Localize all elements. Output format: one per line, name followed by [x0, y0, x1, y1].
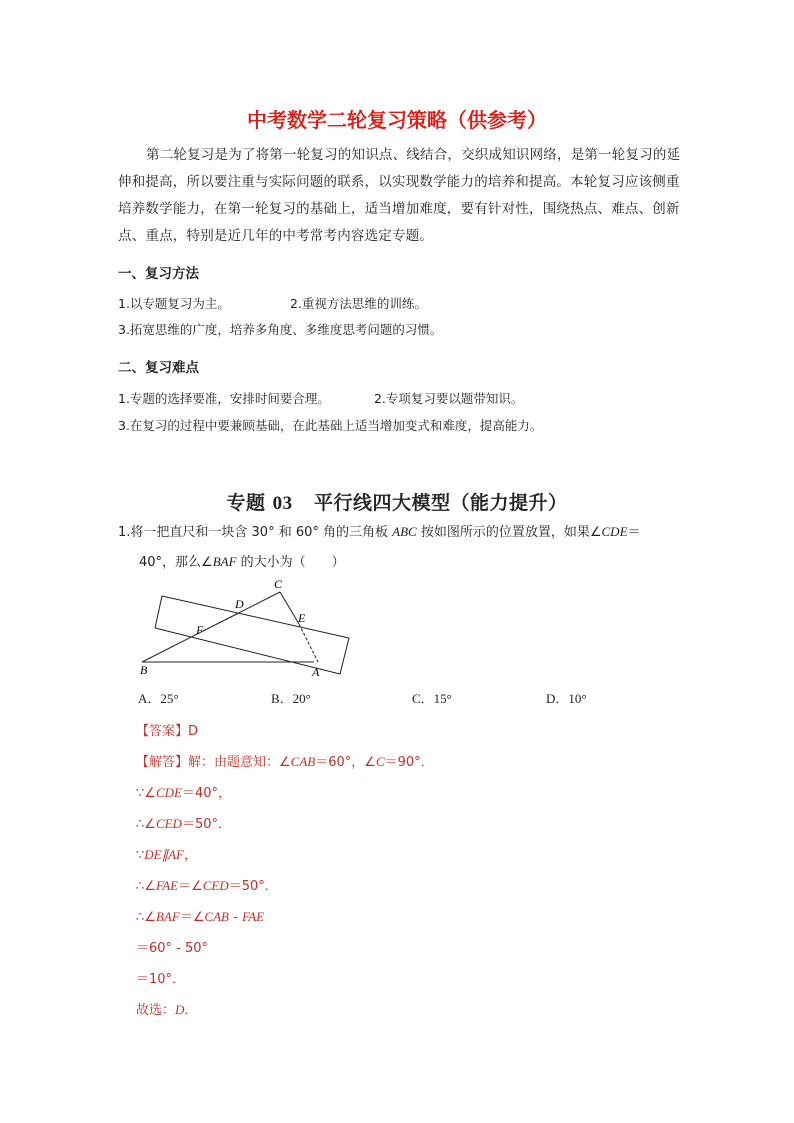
s1-var: CDE: [155, 785, 182, 800]
s5-var2: CAB: [204, 909, 229, 924]
solution-step6: ＝60° - 50°: [136, 941, 209, 956]
solution-step4: [136, 875, 278, 894]
s5-b: ＝∠: [179, 910, 205, 925]
explain-eq60: ＝60°，∠: [315, 755, 376, 770]
geometry-figure: [136, 576, 358, 682]
s5-a: ∴∠: [136, 910, 156, 925]
solution-step2: [136, 813, 231, 832]
label-e: E: [298, 611, 306, 625]
explain-eq90: ＝90°．: [384, 755, 434, 770]
label-f: F: [196, 623, 204, 637]
document-title: 中考数学二轮复习策略（供参考）: [247, 108, 547, 132]
solution-step3: [136, 844, 197, 863]
option-b[interactable]: B．20°: [271, 691, 311, 706]
explain-tag: 【解答】: [136, 755, 189, 770]
label-a: A: [312, 665, 320, 679]
s4-var2: CED: [202, 878, 229, 893]
side-ea-dashed: [299, 624, 318, 662]
var-baf: BAF: [212, 554, 237, 569]
solution-step5: [136, 906, 264, 925]
s2-var: CED: [155, 816, 182, 831]
s2-a: ∴∠: [136, 817, 156, 832]
s4-c: ＝50°．: [228, 879, 278, 894]
explain-intro: 解：由题意知：∠: [188, 755, 291, 770]
s1-b: ＝40°，: [181, 786, 231, 801]
topic-heading: [0, 488, 794, 515]
section1-heading: 一、复习方法: [118, 266, 199, 282]
option-d[interactable]: D．10°: [546, 691, 587, 706]
var-cab: CAB: [290, 754, 316, 769]
var-cde: CDE: [601, 524, 628, 539]
section1-item3: 3.拓宽思维的广度，培养多角度、多维度思考问题的习惯。: [118, 322, 443, 337]
question-line1: [118, 517, 693, 547]
s2-b: ＝50°．: [181, 817, 231, 832]
var-c: C: [375, 754, 385, 769]
option-c[interactable]: C．15°: [412, 691, 452, 706]
section2-heading: 二、复习难点: [118, 360, 199, 376]
s8-var: D: [175, 1002, 185, 1017]
question-line2-a: 40°，那么∠: [139, 555, 213, 570]
label-d: D: [235, 597, 244, 611]
answer-value: D: [188, 724, 199, 739]
solution-step7: ＝10°．: [136, 972, 186, 987]
var-abc: ABC: [392, 524, 417, 539]
topic-prefix: 专题: [226, 492, 266, 514]
side-ce: [280, 592, 299, 624]
section2-line1: [118, 389, 523, 407]
question-line2: [118, 547, 693, 577]
s5-c: -: [228, 910, 242, 925]
section2-item3: 3.在复习的过程中要兼顾基础，在此基础上适当增加变式和难度，提高能力。: [118, 418, 543, 433]
solution-step1: [136, 782, 231, 801]
label-c: C: [274, 577, 283, 591]
side-bc: [142, 592, 280, 662]
s4-a: ∴∠: [136, 879, 156, 894]
question-text-c: ＝: [627, 525, 641, 540]
section1-item2: 2.重视方法思维的训练。: [289, 296, 427, 311]
s5-var1: BAF: [155, 909, 180, 924]
s8-a: 故选：: [136, 1003, 176, 1018]
question-1: [118, 517, 693, 577]
question-text-a: 将一把直尺和一块含 30° 和 60° 角的三角板: [130, 525, 393, 540]
intro-paragraph: 第二轮复习是为了将第一轮复习的知识点、线结合，交织成知识网络，是第一轮复习的延伸和提高，所以要注重与实际问题的联系，以实现数学能力的培养和提高。本轮复习应该侧重培养数学能力，在第一轮复习的基础上，适当增加难度，要有针对性，围绕热点、难点、创新点、重点，特别是近几年的中考常考内容选定专题。: [118, 147, 681, 244]
solution-step8: [136, 999, 197, 1018]
topic-name: 平行线四大模型（能力提升）: [313, 492, 568, 514]
s1-a: ∵∠: [136, 786, 156, 801]
section2-item1: 1.专题的选择要准，安排时间要合理。: [118, 391, 330, 406]
question-line2-b: 的大小为（ ）: [236, 555, 345, 570]
s4-b: ＝∠: [178, 879, 203, 894]
s5-var3: FAE: [241, 909, 265, 924]
explain-line: [136, 751, 434, 770]
s3-b: ，: [184, 848, 198, 863]
s3-a: ∵: [136, 848, 145, 863]
s8-b: ．: [184, 1003, 198, 1018]
s4-var1: FAE: [155, 878, 179, 893]
answer-tag: 【答案】: [136, 724, 189, 739]
section1-item1: 1.以专题复习为主。: [118, 296, 230, 311]
section2-item2: 2.专项复习要以题带知识。: [373, 391, 524, 406]
question-text-b: 按如图所示的位置放置，如果∠: [416, 525, 602, 540]
topic-number: 03: [272, 493, 293, 514]
question-number: 1.: [118, 525, 131, 540]
option-a[interactable]: A．25°: [138, 691, 179, 706]
s3-var: DE∥AF: [144, 847, 184, 862]
label-b: B: [140, 663, 148, 677]
section1-line1: [118, 294, 427, 312]
answer-line: [136, 720, 198, 739]
